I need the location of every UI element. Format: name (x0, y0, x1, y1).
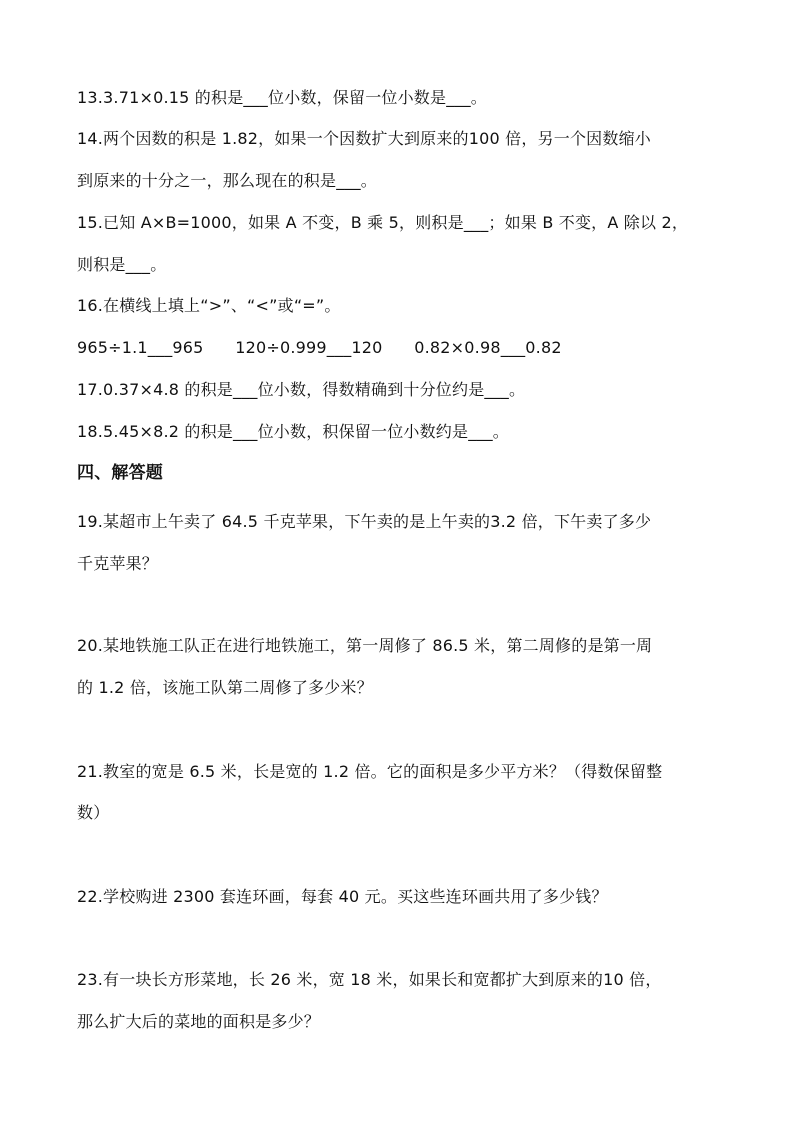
question-19-line-2: 千克苹果？ (77, 554, 159, 573)
question-14-line-1: 14.两个因数的积是 1.82，如果一个因数扩大到原来的100 倍，另一个因数缩小 (77, 129, 651, 148)
question-14-line-2: 到原来的十分之一，那么现在的积是___。 (77, 171, 378, 190)
question-22: 22.学校购进 2300 套连环画，每套 40 元。买这些连环画共用了多少钱？ (77, 887, 608, 906)
question-20-line-1: 20.某地铁施工队正在进行地铁施工，第一周修了 86.5 米，第二周修的是第一周 (77, 636, 653, 655)
question-23-line-1: 23.有一块长方形菜地，长 26 米，宽 18 米，如果长和宽都扩大到原来的10 倍， (77, 970, 662, 989)
question-16: 16.在横线上填上“>”、“<”或“=”。 (77, 296, 341, 315)
section-heading: 四、解答题 (77, 463, 163, 483)
question-15-line-2: 则积是___。 (77, 255, 167, 274)
question-20-line-2: 的 1.2 倍，该施工队第二周修了多少米？ (77, 678, 373, 697)
question-21-line-2: 数） (77, 803, 110, 822)
question-23-line-2: 那么扩大后的菜地的面积是多少？ (77, 1012, 321, 1031)
question-19-line-1: 19.某超市上午卖了 64.5 千克苹果，下午卖的是上午卖的3.2 倍，下午卖了多少 (77, 512, 652, 531)
question-18: 18.5.45×8.2 的积是___位小数，积保留一位小数约是___。 (77, 422, 510, 441)
question-15-line-1: 15.已知 A×B=1000，如果 A 不变，B 乘 5，则积是___；如果 B 不变，A 除以 2， (77, 213, 689, 232)
question-17: 17.0.37×4.8 的积是___位小数，得数精确到十分位约是___。 (77, 380, 526, 399)
question-16-items: 965÷1.1___965 120÷0.999___120 0.82×0.98___0.82 (77, 338, 562, 357)
question-13: 13.3.71×0.15 的积是___位小数，保留一位小数是___。 (77, 88, 487, 107)
question-21-line-1: 21.教室的宽是 6.5 米，长是宽的 1.2 倍。它的面积是多少平方米？（得数保留整 (77, 762, 663, 781)
